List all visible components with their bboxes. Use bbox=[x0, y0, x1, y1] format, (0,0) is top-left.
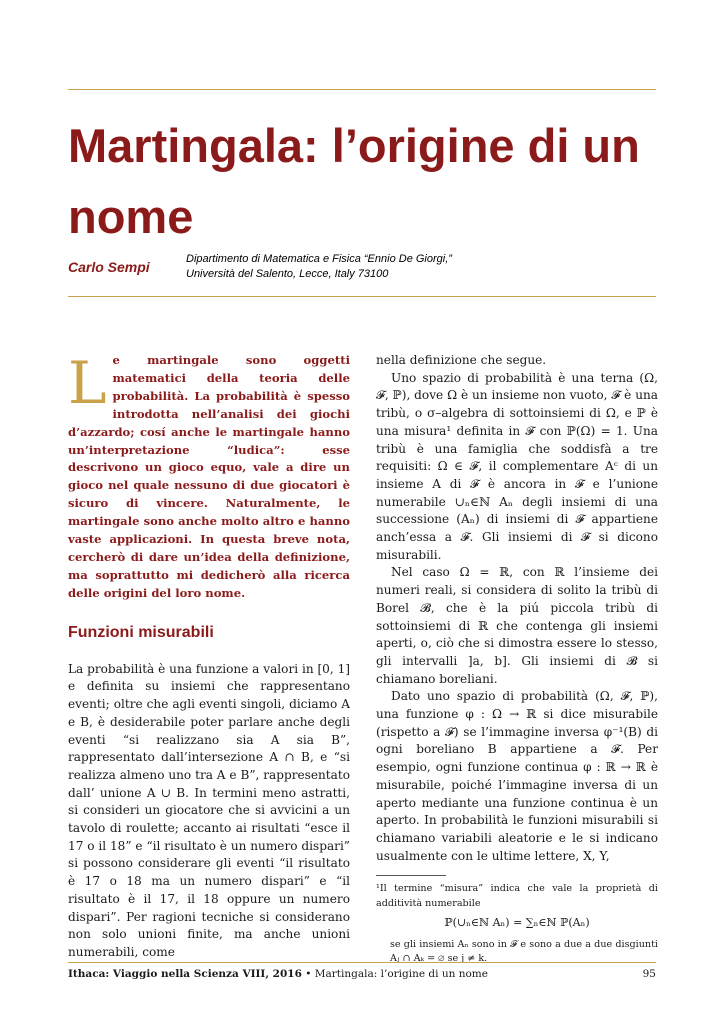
abstract bbox=[68, 349, 350, 603]
header-rule bbox=[68, 296, 656, 297]
abstract-text: e martingale sono oggetti matematici della teoria delle probabilità. La probabilità è spesso introdotta nell’analisi dei giochi d’azzardo; cosí anche le martingale hanno un’interpretazione “ludica”: esse descrivono un gioco equo, vale a dire un gioco nel quale nessuno di due giocatori è sicuro di vincere. Naturalmente, le martingale sono anche molto altro e hanno vaste applicazioni. In questa breve nota, cercherò di dare un’idea della definizione, ma soprattutto mi dedicherò alla ricerca delle origini del loro nome. bbox=[68, 353, 350, 600]
running-title: Martingala: l’origine di un nome bbox=[314, 968, 488, 980]
page-footer bbox=[68, 968, 656, 980]
right-column bbox=[376, 352, 658, 967]
author-affiliation bbox=[186, 252, 452, 282]
left-column bbox=[68, 349, 350, 962]
affiliation-line-2: Università del Salento, Lecce, Italy 73100 bbox=[186, 268, 389, 280]
footnote-text: ¹Il termine “misura” indica che vale la proprietà di additività numerabile bbox=[376, 883, 658, 909]
top-rule bbox=[68, 89, 656, 90]
footer-separator: • bbox=[305, 968, 312, 980]
footnote-continuation: se gli insiemi Aₙ sono in 𝓕 e sono a due a due disgiunti Aⱼ ∩ Aₖ = ∅ se j ≠ k. bbox=[390, 938, 658, 965]
paragraph: Uno spazio di probabilità è una terna (Ω, 𝓕, ℙ), dove Ω è un insieme non vuoto, 𝓕 è una tribù, o σ–algebra di sottoinsiemi di Ω, e ℙ è una misura¹ definita in 𝓕 con ℙ(Ω) = 1. Una tribù è una famiglia che soddisfà a tre requisiti: Ω ∈ 𝓕, il complementare Aᶜ di un insieme A di 𝓕 è ancora in 𝓕 e l’unione numerabile ∪ₙ∈ℕ Aₙ degli insiemi di una successione (Aₙ) di insiemi di 𝓕 appartiene anch’essa a 𝓕. Gli insiemi di 𝓕 si dicono misurabili. bbox=[376, 370, 658, 562]
journal-name: Ithaca: Viaggio nella Scienza VIII, 2016 bbox=[68, 968, 302, 980]
footer-rule bbox=[68, 962, 656, 963]
paragraph: La probabilità è una funzione a valori in [0, 1] e definita su insiemi che rappresentano eventi; oltre che agli eventi singoli, diciamo A e B, è desiderabile poter parlare anche degli eventi “si realizzano sia A sia B”, rappresentato dall’intersezione A ∩ B, e “si realizza almeno uno tra A e B”, rappresentato dall’ unione A ∪ B. In termini meno astratti, si consideri un giocatore che si avvicini a un tavolo di roulette; accanto ai risultati “esce il 17 o il 18” e “il risultato è un numero dispari” si possono considerare gli eventi “il risultato è 17 o 18 ma un numero dispari” e “il risultato è il 17, il 18 oppure un numero dispari”. Per ragioni tecniche si considerano non solo unioni finite, ma anche unioni numerabili, come bbox=[68, 661, 350, 959]
page-number: 95 bbox=[642, 968, 656, 980]
author-name: Carlo Sempi bbox=[68, 259, 150, 275]
footnote-rule bbox=[376, 875, 446, 876]
paragraph: nella definizione che segue. bbox=[376, 353, 547, 367]
article-title: Martingala: l’origine di un nome bbox=[68, 119, 640, 243]
section-heading: Funzioni misurabili bbox=[68, 623, 214, 641]
footer-running-head bbox=[68, 968, 488, 980]
footnote bbox=[376, 882, 658, 967]
footnote-formula: ℙ(∪ₙ∈ℕ Aₙ) = ∑ₙ∈ℕ ℙ(Aₙ) bbox=[444, 916, 590, 930]
paragraph: Dato uno spazio di probabilità (Ω, 𝓕, ℙ), una funzione φ : Ω → ℝ si dice misurabile (rispetto a 𝓕) se l’immagine inversa φ⁻¹(B) di ogni boreliano B appartiene a 𝓕. Per esempio, ogni funzione continua φ : ℝ → ℝ è misurabile, poiché l’immagine inversa di un aperto mediante una funzione continua è un aperto. In probabilità le funzioni misurabili si chiamano variabili aleatorie e le si indicano usualmente con le ultime lettere, X, Y, bbox=[376, 689, 658, 863]
affiliation-line-1: Dipartimento di Matematica e Fisica “Ennio De Giorgi,” bbox=[186, 253, 452, 265]
drop-cap: L bbox=[68, 349, 107, 417]
paragraph: Nel caso Ω = ℝ, con ℝ l’insieme dei numeri reali, si considera di solito la tribù di Borel 𝓑, che è la piú piccola tribù di sottoinsiemi di ℝ che contenga gli insiemi aperti, o, ciò che si dimostra essere lo stesso, gli intervalli ]a, b]. Gli insiemi di 𝓑 si chiamano boreliani. bbox=[376, 565, 658, 686]
